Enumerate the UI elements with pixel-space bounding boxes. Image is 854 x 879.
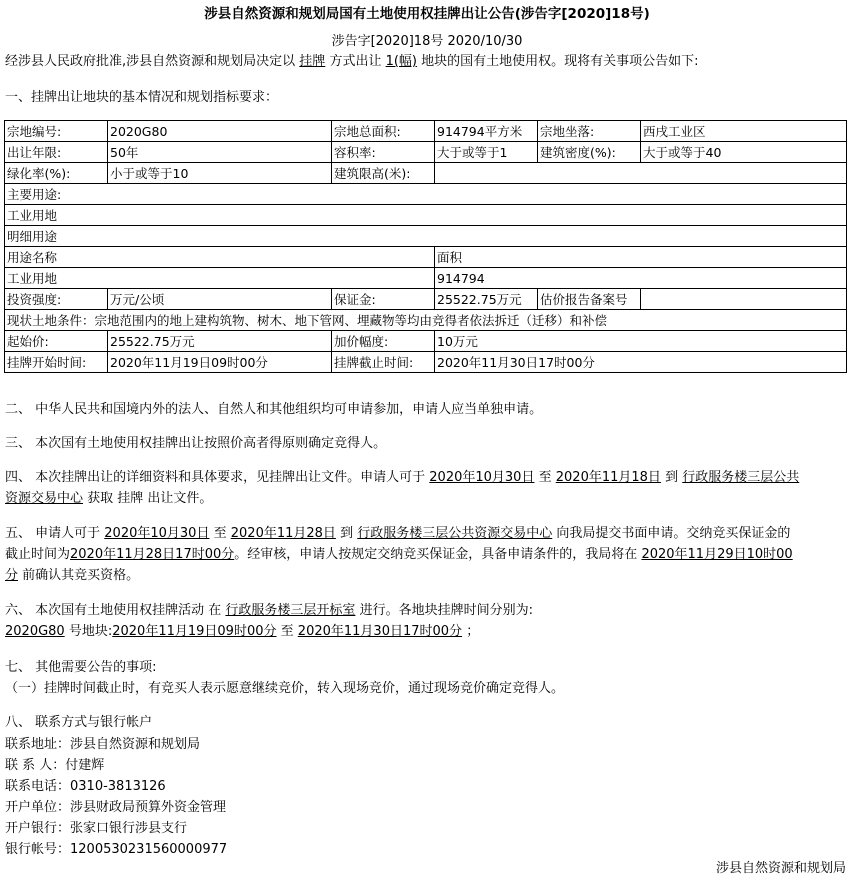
s5-text: 。经审核，申请人按规定交纳竞买保证金，具备申请条件的，我局将在	[234, 547, 638, 562]
section-2: 二、 中华人民共和国境内外的法人、自然人和其他组织均可申请参加，申请人应当单独申请。	[5, 402, 543, 417]
s5-text: 向我局提交书面申请。交纳竞买保证金的	[556, 526, 791, 541]
s5-deadline: 2020年11月28日17时00分	[70, 547, 235, 562]
intro-text-3: 地块的国有土地使用权。现将有关事项公告如下:	[421, 54, 699, 69]
intro-method: 挂牌	[299, 54, 326, 69]
s5-text: 到	[340, 526, 354, 541]
section-4-line-1	[5, 466, 799, 485]
s5-date-start: 2020年10月30日	[104, 526, 210, 541]
s5-text: 至	[213, 526, 227, 541]
table-row	[5, 121, 847, 142]
table-row	[5, 268, 847, 289]
table-cell: 出让年限:	[5, 142, 108, 163]
signature: 涉县自然资源和规划局	[715, 861, 846, 876]
table-row	[5, 247, 847, 268]
account-unit: 开户单位：涉县财政局预算外资金管理	[5, 800, 227, 815]
section-5-line-1	[5, 522, 790, 541]
section-7-item: （一）挂牌时间截止时，有竞买人表示愿意继续竞价，转入现场竞价，通过现场竞价确定竞得人。	[5, 681, 565, 696]
s5-date-end: 2020年11月28日	[230, 526, 336, 541]
s4-text: 四、 本次挂牌出让的详细资料和具体要求，见挂牌出让文件。申请人可于	[5, 470, 426, 485]
contact-person: 联 系 人：付建辉	[5, 758, 105, 773]
table-cell: 挂牌截止时间:	[332, 352, 435, 373]
table-cell: 宗地总面积:	[332, 121, 435, 142]
table-cell: 保证金:	[332, 289, 435, 310]
table-cell: 西戌工业区	[641, 121, 847, 142]
s4-place: 行政服务楼三层公共	[682, 470, 800, 485]
s6-text: 六、 本次国有土地使用权挂牌活动 在	[5, 603, 222, 618]
table-cell: 宗地坐落:	[538, 121, 641, 142]
detail-use-label: 明细用途	[5, 226, 847, 247]
s4-text: 获取 挂牌 出让文件。	[87, 491, 213, 506]
intro-paragraph	[5, 50, 699, 69]
s6-place: 行政服务楼三层开标室	[225, 603, 356, 618]
intro-count: 1(幅)	[385, 54, 418, 69]
table-cell: 容积率:	[332, 142, 435, 163]
s4-place: 资源交易中心	[5, 491, 84, 506]
table-cell: 建筑密度(%):	[538, 142, 641, 163]
table-cell: 10万元	[435, 331, 847, 352]
use-area-header: 面积	[435, 247, 847, 268]
table-row	[5, 205, 847, 226]
table-cell: 绿化率(%):	[5, 163, 108, 184]
table-cell: 挂牌开始时间:	[5, 352, 108, 373]
section-8-title: 八、 联系方式与银行帐户	[5, 715, 153, 730]
section-4-line-2	[5, 487, 212, 506]
table-cell: 2020年11月19日09时00分	[108, 352, 332, 373]
page-title: 涉县自然资源和规划局国有土地使用权挂牌出让公告(涉告字[2020]18号)	[204, 6, 650, 22]
account-number: 银行帐号：1200530231560000977	[5, 842, 228, 857]
table-cell: 估价报告备案号	[538, 289, 641, 310]
table-cell	[641, 289, 847, 310]
table-row	[5, 331, 847, 352]
table-cell: 大于或等于1	[435, 142, 538, 163]
table-cell: 2020G80	[108, 121, 332, 142]
s6-text: 号地块:	[68, 624, 113, 639]
table-cell: 宗地编号:	[5, 121, 108, 142]
table-row	[5, 163, 847, 184]
table-cell: 小于或等于10	[108, 163, 332, 184]
s5-text: 前确认其竞买资格。	[22, 568, 140, 583]
s4-date-end: 2020年11月18日	[555, 470, 661, 485]
s4-text: 至	[538, 470, 552, 485]
table-cell: 加价幅度:	[332, 331, 435, 352]
intro-text-1: 经涉县人民政府批准,涉县自然资源和规划局决定以	[5, 54, 296, 69]
use-name-header: 用途名称	[5, 247, 435, 268]
s5-text: 五、 申请人可于	[5, 526, 101, 541]
table-cell: 大于或等于40	[641, 142, 847, 163]
table-cell: 建筑限高(米):	[332, 163, 435, 184]
section-6-line-2	[5, 620, 479, 639]
s6-text: 进行。各地块挂牌时间分别为:	[359, 603, 533, 618]
s6-parcel-code: 2020G80	[5, 624, 65, 639]
s5-confirm-date: 分	[5, 568, 19, 583]
table-cell	[435, 163, 847, 184]
document-number: 涉告字[2020]18号 2020/10/30	[331, 34, 523, 49]
section-7-title: 七、 其他需要公告的事项:	[5, 660, 157, 675]
s4-text: 到	[665, 470, 679, 485]
section-3: 三、 本次国有土地使用权挂牌出让按照价高者得原则确定竞得人。	[5, 436, 387, 451]
table-row	[5, 310, 847, 331]
s5-place: 行政服务楼三层公共资源交易中心	[357, 526, 553, 541]
table-cell: 起始价:	[5, 331, 108, 352]
table-row	[5, 226, 847, 247]
parcel-info-table	[4, 120, 847, 373]
s6-text: 至	[280, 624, 294, 639]
table-cell: 2020年11月30日17时00分	[435, 352, 847, 373]
contact-phone: 联系电话：0310-3813126	[5, 779, 166, 794]
table-cell: 25522.75万元	[435, 289, 538, 310]
table-cell: 万元/公顷	[108, 289, 332, 310]
s5-text: 截止时间为	[5, 547, 71, 562]
table-row	[5, 142, 847, 163]
section-5-line-2	[5, 543, 793, 562]
s4-date-start: 2020年10月30日	[429, 470, 535, 485]
table-cell: 50年	[108, 142, 332, 163]
section-1-title: 一、挂牌出让地块的基本情况和规划指标要求：	[5, 90, 279, 105]
use-area-cell: 914794	[435, 268, 847, 289]
table-cell: 25522.75万元	[108, 331, 332, 352]
section-5-line-3	[5, 564, 139, 583]
s6-time-end: 2020年11月30日17时00分	[297, 624, 463, 639]
table-cell: 投资强度:	[5, 289, 108, 310]
table-cell: 914794平方米	[435, 121, 538, 142]
main-use-label: 主要用途:	[5, 184, 847, 205]
contact-address: 联系地址：涉县自然资源和规划局	[5, 737, 201, 752]
s6-time-start: 2020年11月19日09时00分	[112, 624, 277, 639]
intro-text-2: 方式出让	[329, 54, 382, 69]
account-bank: 开户银行：张家口银行涉县支行	[5, 821, 188, 836]
section-6-line-1	[5, 599, 533, 618]
s5-confirm-date: 2020年11月29日10时00	[641, 547, 793, 562]
land-status-cell: 现状土地条件：宗地范围内的地上建构筑物、树木、地下管网、埋藏物等均由竞得者依法拆迁（迁移）和补偿	[5, 310, 847, 331]
s6-text: ；	[466, 624, 480, 639]
table-row	[5, 289, 847, 310]
use-name-cell: 工业用地	[5, 268, 435, 289]
table-row	[5, 352, 847, 373]
table-row	[5, 184, 847, 205]
main-use-value: 工业用地	[5, 205, 847, 226]
